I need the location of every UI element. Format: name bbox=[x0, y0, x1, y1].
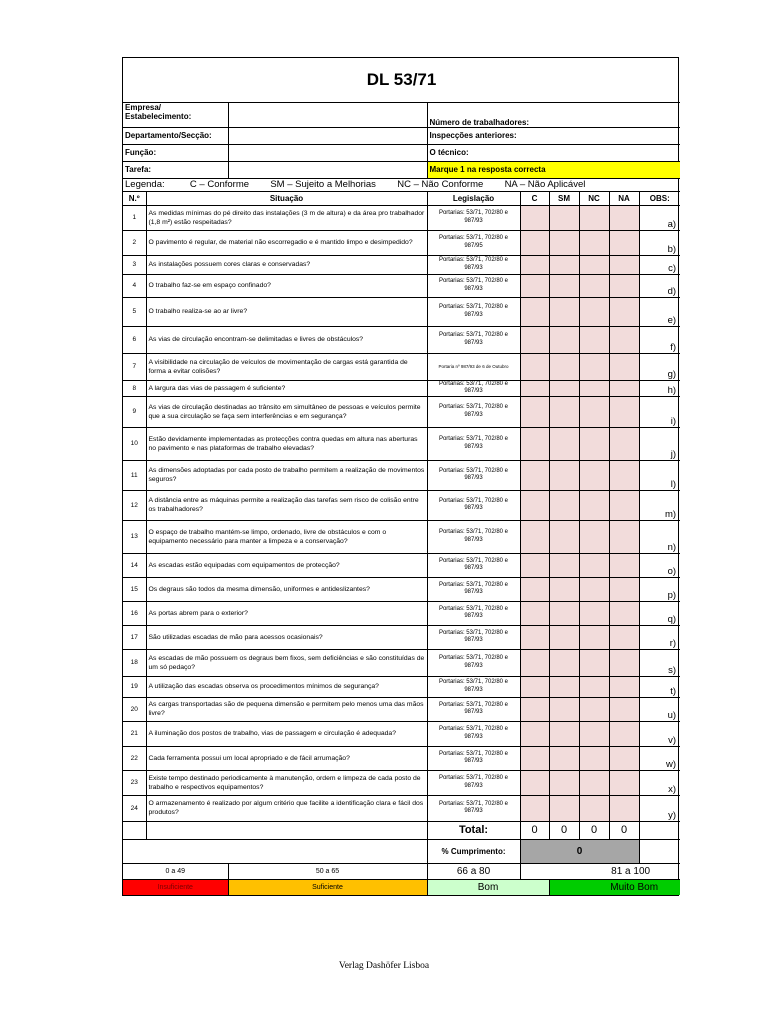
checkbox-sm[interactable] bbox=[549, 649, 579, 676]
legend-na: NA – Não Aplicável bbox=[504, 179, 586, 190]
checkbox-na[interactable] bbox=[609, 520, 639, 553]
row-obs[interactable]: l) bbox=[639, 460, 680, 490]
row-number: 10 bbox=[123, 427, 146, 460]
checkbox-nc[interactable] bbox=[579, 721, 609, 746]
checkbox-nc[interactable] bbox=[579, 490, 609, 520]
checkbox-na[interactable] bbox=[609, 721, 639, 746]
checkbox-na[interactable] bbox=[609, 205, 639, 230]
checkbox-na[interactable] bbox=[609, 380, 639, 396]
total-c: 0 bbox=[520, 821, 549, 839]
checkbox-sm[interactable] bbox=[549, 274, 579, 297]
checkbox-na[interactable] bbox=[609, 770, 639, 795]
checkbox-sm[interactable] bbox=[549, 255, 579, 274]
row-situacao: Cada ferramenta possui um local apropriado e de fácil arrumação? bbox=[146, 746, 427, 770]
band-row bbox=[123, 879, 680, 895]
band-insuficiente: Insuficiente bbox=[123, 879, 228, 895]
header-n: N.º bbox=[123, 191, 146, 205]
funcao-value[interactable] bbox=[228, 144, 427, 161]
row-obs[interactable]: s) bbox=[639, 649, 680, 676]
row-obs[interactable]: a) bbox=[639, 205, 680, 230]
row-obs[interactable]: u) bbox=[639, 697, 680, 721]
row-legislacao: Portarias: 53/71, 702/80 e 987/93 bbox=[427, 326, 520, 353]
checkbox-sm[interactable] bbox=[549, 205, 579, 230]
checkbox-na[interactable] bbox=[609, 326, 639, 353]
row-legislacao: Portaria nº 987/93 de 6 de Outubro bbox=[427, 353, 520, 380]
row-situacao: Os degraus são todos da mesma dimensão, uniformes e antideslizantes? bbox=[146, 577, 427, 601]
table-row bbox=[123, 230, 680, 255]
row-obs[interactable]: w) bbox=[639, 746, 680, 770]
row-number: 14 bbox=[123, 553, 146, 577]
row-legislacao: Portarias: 53/71, 702/80 e 987/93 bbox=[427, 396, 520, 427]
row-legislacao: Portarias: 53/71, 702/80 e 987/93 bbox=[427, 601, 520, 625]
table-row bbox=[123, 601, 680, 625]
checkbox-na[interactable] bbox=[609, 625, 639, 649]
checkbox-na[interactable] bbox=[609, 697, 639, 721]
header-sm: SM bbox=[549, 191, 579, 205]
tecnico-label: O técnico: bbox=[427, 144, 680, 161]
checkbox-na[interactable] bbox=[609, 601, 639, 625]
band-muito-bom: Muito Bom bbox=[549, 879, 680, 895]
row-obs[interactable]: n) bbox=[639, 520, 680, 553]
checkbox-c[interactable] bbox=[520, 520, 549, 553]
row-legislacao: Portarias: 53/71, 702/80 e 987/93 bbox=[427, 297, 520, 326]
row-situacao: A visibilidade na circulação de veículos de movimentação de cargas está garantida de forma a evitar colisões? bbox=[146, 353, 427, 380]
checkbox-na[interactable] bbox=[609, 676, 639, 697]
column-headers bbox=[123, 191, 680, 205]
checkbox-sm[interactable] bbox=[549, 770, 579, 795]
row-legislacao: Portarias: 53/71, 702/80 e 987/93 bbox=[427, 577, 520, 601]
instruction-note: Marque 1 na resposta correcta bbox=[427, 161, 680, 178]
row-number: 11 bbox=[123, 460, 146, 490]
row-number: 3 bbox=[123, 255, 146, 274]
row-number: 1 bbox=[123, 205, 146, 230]
table-row bbox=[123, 427, 680, 460]
row-number: 22 bbox=[123, 746, 146, 770]
band-suficiente: Suficiente bbox=[228, 879, 427, 895]
checkbox-na[interactable] bbox=[609, 490, 639, 520]
checkbox-nc[interactable] bbox=[579, 676, 609, 697]
checkbox-c[interactable] bbox=[520, 649, 549, 676]
checkbox-sm[interactable] bbox=[549, 380, 579, 396]
departamento-label: Departamento/Secção: bbox=[123, 127, 228, 144]
checkbox-sm[interactable] bbox=[549, 697, 579, 721]
row-situacao: O espaço de trabalho mantém-se limpo, ordenado, livre de obstáculos e com o equipamento necessário para manter a limpeza e a conservação? bbox=[146, 520, 427, 553]
total-sm: 0 bbox=[549, 821, 579, 839]
row-obs[interactable]: x) bbox=[639, 770, 680, 795]
row-obs[interactable]: d) bbox=[639, 274, 680, 297]
row-number: 18 bbox=[123, 649, 146, 676]
checkbox-nc[interactable] bbox=[579, 553, 609, 577]
checkbox-c[interactable] bbox=[520, 721, 549, 746]
row-situacao: As vias de circulação encontram-se delimitadas e livres de obstáculos? bbox=[146, 326, 427, 353]
row-situacao: O trabalho faz-se em espaço confinado? bbox=[146, 274, 427, 297]
row-obs[interactable]: r) bbox=[639, 625, 680, 649]
checkbox-c[interactable] bbox=[520, 746, 549, 770]
checkbox-sm[interactable] bbox=[549, 601, 579, 625]
table-row bbox=[123, 577, 680, 601]
checkbox-c[interactable] bbox=[520, 297, 549, 326]
cumprimento-label: % Cumprimento: bbox=[427, 839, 520, 863]
row-situacao: A utilização das escadas observa os procedimentos mínimos de segurança? bbox=[146, 676, 427, 697]
checkbox-c[interactable] bbox=[520, 676, 549, 697]
checkbox-c[interactable] bbox=[520, 396, 549, 427]
checklist-sheet bbox=[122, 57, 679, 896]
row-number: 15 bbox=[123, 577, 146, 601]
table-row bbox=[123, 770, 680, 795]
checkbox-nc[interactable] bbox=[579, 520, 609, 553]
row-number: 13 bbox=[123, 520, 146, 553]
checkbox-na[interactable] bbox=[609, 577, 639, 601]
row-obs[interactable]: f) bbox=[639, 326, 680, 353]
empresa-label: Empresa/ Estabelecimento: bbox=[123, 102, 228, 127]
checkbox-sm[interactable] bbox=[549, 230, 579, 255]
row-situacao: As escadas de mão possuem os degraus bem fixos, sem deficiências e são constituídas de um só pedaço? bbox=[146, 649, 427, 676]
tarefa-value[interactable] bbox=[228, 161, 427, 178]
table-row bbox=[123, 380, 680, 396]
checkbox-nc[interactable] bbox=[579, 770, 609, 795]
row-legislacao: Portarias: 53/71, 702/80 e 987/93 bbox=[427, 520, 520, 553]
checkbox-sm[interactable] bbox=[549, 490, 579, 520]
row-situacao: As instalações possuem cores claras e conservadas? bbox=[146, 255, 427, 274]
checkbox-c[interactable] bbox=[520, 601, 549, 625]
checkbox-na[interactable] bbox=[609, 255, 639, 274]
checkbox-nc[interactable] bbox=[579, 625, 609, 649]
row-number: 5 bbox=[123, 297, 146, 326]
table-row bbox=[123, 520, 680, 553]
row-situacao: O pavimento é regular, de material não escorregadio e é mantido limpo e desimpedido? bbox=[146, 230, 427, 255]
checkbox-sm[interactable] bbox=[549, 553, 579, 577]
legend-c: C – Conforme bbox=[189, 179, 250, 190]
row-obs[interactable]: i) bbox=[639, 396, 680, 427]
row-number: 24 bbox=[123, 795, 146, 821]
checkbox-sm[interactable] bbox=[549, 676, 579, 697]
row-number: 23 bbox=[123, 770, 146, 795]
checkbox-nc[interactable] bbox=[579, 255, 609, 274]
inspeccoes-label: Inspecções anteriores: bbox=[427, 127, 680, 144]
checkbox-na[interactable] bbox=[609, 746, 639, 770]
legend-bar bbox=[123, 178, 680, 191]
row-obs[interactable]: b) bbox=[639, 230, 680, 255]
checkbox-na[interactable] bbox=[609, 274, 639, 297]
checkbox-c[interactable] bbox=[520, 460, 549, 490]
checkbox-c[interactable] bbox=[520, 697, 549, 721]
checkbox-na[interactable] bbox=[609, 396, 639, 427]
row-number: 4 bbox=[123, 274, 146, 297]
table-row bbox=[123, 746, 680, 770]
row-legislacao: Portarias: 53/71, 702/80 e 987/93 bbox=[427, 427, 520, 460]
checkbox-c[interactable] bbox=[520, 255, 549, 274]
row-legislacao: Portarias: 53/71, 702/80 e 987/93 bbox=[427, 274, 520, 297]
checkbox-sm[interactable] bbox=[549, 353, 579, 380]
table-row bbox=[123, 297, 680, 326]
row-obs[interactable]: t) bbox=[639, 676, 680, 697]
row-legislacao: Portarias: 53/71, 702/80 e 987/93 bbox=[427, 553, 520, 577]
table-row bbox=[123, 676, 680, 697]
checkbox-na[interactable] bbox=[609, 553, 639, 577]
legend-sm: SM – Sujeito a Melhorias bbox=[270, 179, 376, 190]
table-row bbox=[123, 274, 680, 297]
checkbox-sm[interactable] bbox=[549, 396, 579, 427]
checkbox-c[interactable] bbox=[520, 205, 549, 230]
row-obs[interactable]: q) bbox=[639, 601, 680, 625]
row-number: 20 bbox=[123, 697, 146, 721]
scale-range-3: 66 a 80 bbox=[427, 863, 520, 879]
checkbox-na[interactable] bbox=[609, 230, 639, 255]
checkbox-sm[interactable] bbox=[549, 795, 579, 821]
table-row bbox=[123, 205, 680, 230]
table-row bbox=[123, 460, 680, 490]
row-situacao: As portas abrem para o exterior? bbox=[146, 601, 427, 625]
checkbox-na[interactable] bbox=[609, 649, 639, 676]
checkbox-c[interactable] bbox=[520, 553, 549, 577]
checkbox-na[interactable] bbox=[609, 427, 639, 460]
table-row bbox=[123, 353, 680, 380]
checkbox-sm[interactable] bbox=[549, 427, 579, 460]
checkbox-c[interactable] bbox=[520, 770, 549, 795]
checkbox-sm[interactable] bbox=[549, 520, 579, 553]
checkbox-nc[interactable] bbox=[579, 460, 609, 490]
tarefa-label: Tarefa: bbox=[123, 161, 228, 178]
checkbox-na[interactable] bbox=[609, 795, 639, 821]
table-row bbox=[123, 721, 680, 746]
checkbox-nc[interactable] bbox=[579, 649, 609, 676]
checkbox-nc[interactable] bbox=[579, 427, 609, 460]
checkbox-c[interactable] bbox=[520, 230, 549, 255]
row-obs[interactable]: h) bbox=[639, 380, 680, 396]
row-situacao: São utilizadas escadas de mão para acessos ocasionais? bbox=[146, 625, 427, 649]
row-obs[interactable]: e) bbox=[639, 297, 680, 326]
checkbox-nc[interactable] bbox=[579, 396, 609, 427]
row-legislacao: Portarias: 53/71, 702/80 e 987/93 bbox=[427, 205, 520, 230]
row-number: 16 bbox=[123, 601, 146, 625]
document-title: DL 53/71 bbox=[123, 58, 680, 102]
row-situacao: As cargas transportadas são de pequena dimensão e permitem pelo menos uma das mãos livre? bbox=[146, 697, 427, 721]
checkbox-na[interactable] bbox=[609, 297, 639, 326]
total-label: Total: bbox=[427, 821, 520, 839]
table-row bbox=[123, 255, 680, 274]
checkbox-sm[interactable] bbox=[549, 460, 579, 490]
table-row bbox=[123, 326, 680, 353]
legend-label: Legenda: bbox=[125, 179, 165, 190]
table-row bbox=[123, 649, 680, 676]
checkbox-c[interactable] bbox=[520, 625, 549, 649]
row-number: 8 bbox=[123, 380, 146, 396]
checkbox-nc[interactable] bbox=[579, 601, 609, 625]
row-situacao: A iluminação dos postos de trabalho, vias de passagem e circulação é adequada? bbox=[146, 721, 427, 746]
row-legislacao: Portarias: 53/71, 702/80 e 987/93 bbox=[427, 746, 520, 770]
row-situacao: O trabalho realiza-se ao ar livre? bbox=[146, 297, 427, 326]
row-legislacao: Portarias: 53/71, 702/80 e 987/93 bbox=[427, 460, 520, 490]
header-situacao: Situação bbox=[146, 191, 427, 205]
checkbox-sm[interactable] bbox=[549, 297, 579, 326]
table-row bbox=[123, 490, 680, 520]
row-legislacao: Portarias: 53/71, 702/80 e 987/93 bbox=[427, 490, 520, 520]
checkbox-sm[interactable] bbox=[549, 326, 579, 353]
row-number: 12 bbox=[123, 490, 146, 520]
legend-nc: NC – Não Conforme bbox=[397, 179, 484, 190]
row-number: 17 bbox=[123, 625, 146, 649]
checkbox-c[interactable] bbox=[520, 490, 549, 520]
row-number: 6 bbox=[123, 326, 146, 353]
row-number: 2 bbox=[123, 230, 146, 255]
checkbox-sm[interactable] bbox=[549, 746, 579, 770]
cumprimento-row bbox=[123, 839, 680, 863]
checkbox-c[interactable] bbox=[520, 353, 549, 380]
row-number: 9 bbox=[123, 396, 146, 427]
checkbox-sm[interactable] bbox=[549, 721, 579, 746]
total-nc: 0 bbox=[579, 821, 609, 839]
row-situacao: As escadas estão equipadas com equipamentos de protecção? bbox=[146, 553, 427, 577]
header-na: NA bbox=[609, 191, 639, 205]
table-row bbox=[123, 625, 680, 649]
checkbox-nc[interactable] bbox=[579, 746, 609, 770]
cumprimento-value: 0 bbox=[520, 839, 639, 863]
row-legislacao: Portarias: 53/71, 702/80 e 987/93 bbox=[427, 795, 520, 821]
row-legislacao: Portarias: 53/71, 702/80 e 987/95 bbox=[427, 230, 520, 255]
header-nc: NC bbox=[579, 191, 609, 205]
row-obs[interactable]: y) bbox=[639, 795, 680, 821]
departamento-value[interactable] bbox=[228, 127, 427, 144]
num-trabalhadores-label: Número de trabalhadores: bbox=[427, 102, 680, 127]
row-obs[interactable]: m) bbox=[639, 490, 680, 520]
checkbox-nc[interactable] bbox=[579, 697, 609, 721]
checkbox-c[interactable] bbox=[520, 577, 549, 601]
checkbox-nc[interactable] bbox=[579, 274, 609, 297]
row-situacao: A largura das vias de passagem é suficiente? bbox=[146, 380, 427, 396]
checkbox-c[interactable] bbox=[520, 795, 549, 821]
row-situacao: As dimensões adoptadas por cada posto de trabalho permitem a realização de movimentos seguros? bbox=[146, 460, 427, 490]
checkbox-nc[interactable] bbox=[579, 205, 609, 230]
scale-range-2: 50 a 65 bbox=[228, 863, 427, 879]
row-situacao: O armazenamento é realizado por algum critério que facilite a identificação clara e fácil dos produtos? bbox=[146, 795, 427, 821]
funcao-label: Função: bbox=[123, 144, 228, 161]
band-bom: Bom bbox=[427, 879, 549, 895]
checkbox-c[interactable] bbox=[520, 380, 549, 396]
scale-row bbox=[123, 863, 680, 879]
checkbox-sm[interactable] bbox=[549, 577, 579, 601]
checkbox-nc[interactable] bbox=[579, 297, 609, 326]
header-obs: OBS: bbox=[639, 191, 680, 205]
row-legislacao: Portarias: 53/71, 702/80 e 987/93 bbox=[427, 649, 520, 676]
checkbox-nc[interactable] bbox=[579, 795, 609, 821]
row-obs[interactable]: p) bbox=[639, 577, 680, 601]
row-situacao: A distância entre as máquinas permite a realização das tarefas sem risco de colisão entre os trabalhadores? bbox=[146, 490, 427, 520]
checkbox-na[interactable] bbox=[609, 353, 639, 380]
table-row bbox=[123, 396, 680, 427]
row-number: 7 bbox=[123, 353, 146, 380]
row-number: 19 bbox=[123, 676, 146, 697]
checkbox-c[interactable] bbox=[520, 326, 549, 353]
checkbox-sm[interactable] bbox=[549, 625, 579, 649]
row-legislacao: Portarias: 53/71, 702/80 e 987/93 bbox=[427, 255, 520, 274]
checklist-table bbox=[123, 58, 680, 895]
row-legislacao: Portarias: 53/71, 702/80 e 987/93 bbox=[427, 697, 520, 721]
row-situacao: Existe tempo destinado periodicamente à manutenção, ordem e limpeza de cada posto de trabalho e respectivos equipamentos? bbox=[146, 770, 427, 795]
row-situacao: As vias de circulação destinadas ao trânsito em simultâneo de pessoas e veículos permite que a sua circulação se faça sem interferências e em segurança? bbox=[146, 396, 427, 427]
row-obs[interactable]: v) bbox=[639, 721, 680, 746]
checkbox-nc[interactable] bbox=[579, 353, 609, 380]
row-legislacao: Portarias: 53/71, 702/80 e 987/93 bbox=[427, 721, 520, 746]
checkbox-c[interactable] bbox=[520, 274, 549, 297]
checkbox-nc[interactable] bbox=[579, 326, 609, 353]
table-row bbox=[123, 795, 680, 821]
publisher-footer: Verlag Dashöfer Lisboa bbox=[338, 961, 430, 971]
row-obs[interactable]: g) bbox=[639, 353, 680, 380]
scale-range-1: 0 a 49 bbox=[123, 863, 228, 879]
table-row bbox=[123, 553, 680, 577]
checkbox-c[interactable] bbox=[520, 427, 549, 460]
row-legislacao: Portarias: 53/71, 702/80 e 987/93 bbox=[427, 380, 520, 396]
row-legislacao: Portarias: 53/71, 702/80 e 987/93 bbox=[427, 625, 520, 649]
total-row bbox=[123, 821, 680, 839]
row-obs[interactable]: c) bbox=[639, 255, 680, 274]
table-row bbox=[123, 697, 680, 721]
empresa-value[interactable] bbox=[228, 102, 427, 127]
checkbox-na[interactable] bbox=[609, 460, 639, 490]
row-situacao: Estão devidamente implementadas as protecções contra quedas em altura nas aberturas no pavimento e nas plataformas de trabalho elevadas? bbox=[146, 427, 427, 460]
scale-range-4: 81 a 100 bbox=[520, 863, 680, 879]
header-legislacao: Legislação bbox=[427, 191, 520, 205]
header-c: C bbox=[520, 191, 549, 205]
checkbox-nc[interactable] bbox=[579, 380, 609, 396]
checkbox-nc[interactable] bbox=[579, 230, 609, 255]
row-situacao: As medidas mínimas do pé direito das instalações (3 m de altura) e da área pro trabalhador (1,8 m²) estão respeitadas? bbox=[146, 205, 427, 230]
row-number: 21 bbox=[123, 721, 146, 746]
row-obs[interactable]: o) bbox=[639, 553, 680, 577]
total-na: 0 bbox=[609, 821, 639, 839]
checkbox-nc[interactable] bbox=[579, 577, 609, 601]
row-obs[interactable]: j) bbox=[639, 427, 680, 460]
row-legislacao: Portarias: 53/71, 702/80 e 987/93 bbox=[427, 770, 520, 795]
row-legislacao: Portarias: 53/71, 702/80 e 987/93 bbox=[427, 676, 520, 697]
